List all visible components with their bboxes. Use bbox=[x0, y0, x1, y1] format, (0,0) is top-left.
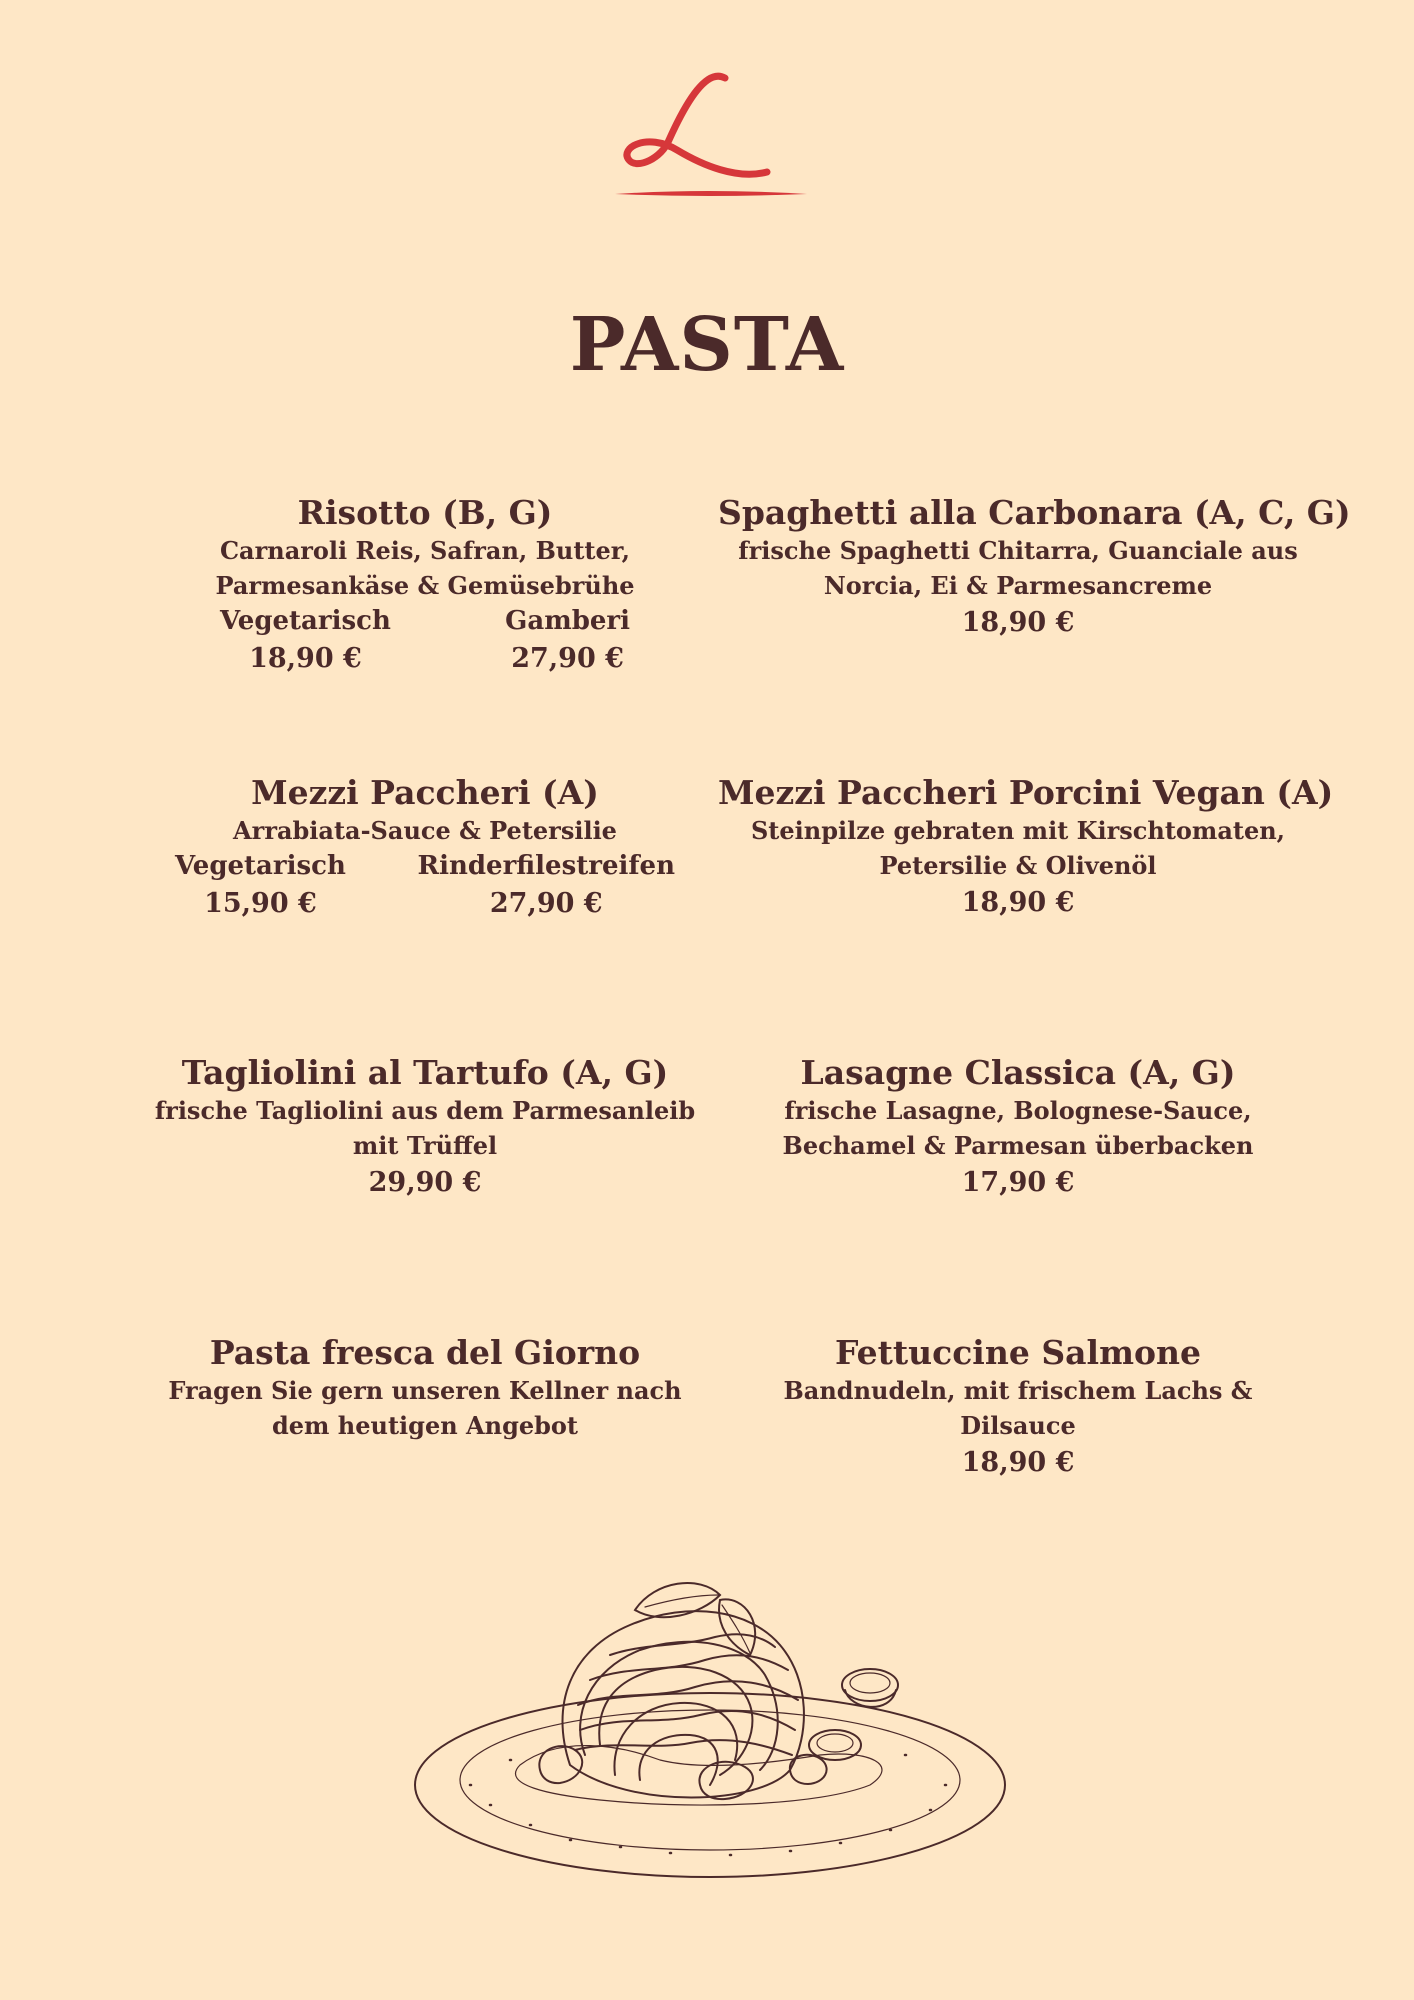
menu-item-mezzi-paccheri bbox=[140, 773, 710, 924]
variant-price: 27,90 € bbox=[511, 643, 624, 674]
variant-price: 18,90 € bbox=[249, 643, 362, 674]
pasta-plate-illustration bbox=[400, 1555, 1020, 1885]
item-variants bbox=[220, 603, 630, 679]
item-variants bbox=[175, 848, 675, 924]
item-description: Carnaroli Reis, Safran, Butter, Parmesankäse & Gemüsebrühe bbox=[215, 536, 635, 600]
item-name: Tagliolini al Tartufo (A, G) bbox=[181, 1053, 669, 1092]
variant-gamberi bbox=[505, 603, 630, 679]
variant-vegetarisch bbox=[175, 848, 346, 924]
script-L-logo bbox=[607, 70, 807, 200]
item-description: Arrabiata-Sauce & Petersilie bbox=[233, 816, 617, 845]
menu-item-mezzi-paccheri-porcini-vegan bbox=[718, 773, 1334, 923]
item-description: frische Lasagne, Bolognese-Sauce, Bechamel & Parmesan überbacken bbox=[782, 1096, 1254, 1160]
variant-label: Rinderfilestreifen bbox=[417, 851, 675, 881]
variant-label: Vegetarisch bbox=[220, 606, 391, 636]
variant-price: 15,90 € bbox=[204, 888, 317, 919]
variant-label: Gamberi bbox=[505, 606, 630, 636]
menu-item-fettuccine-salmone bbox=[718, 1333, 1318, 1483]
item-description: frische Tagliolini aus dem Parmesanleib mit Trüffel bbox=[154, 1096, 696, 1160]
menu-item-risotto bbox=[140, 493, 710, 679]
item-description: frische Spaghetti Chitarra, Guanciale aus Norcia, Ei & Parmesancreme bbox=[738, 536, 1298, 600]
item-price: 29,90 € bbox=[368, 1167, 482, 1198]
item-name: Fettuccine Salmone bbox=[835, 1333, 1201, 1372]
item-price: 18,90 € bbox=[961, 1447, 1075, 1478]
menu-item-tagliolini-al-tartufo bbox=[140, 1053, 710, 1203]
item-description: Steinpilze gebraten mit Kirschtomaten, Petersilie & Olivenöl bbox=[750, 816, 1286, 880]
item-price: 18,90 € bbox=[961, 887, 1075, 918]
page-title: PASTA bbox=[569, 302, 845, 388]
item-name: Mezzi Paccheri (A) bbox=[251, 773, 599, 812]
menu-item-lasagne-classica bbox=[718, 1053, 1318, 1203]
item-description: Fragen Sie gern unseren Kellner nach dem heutigen Angebot bbox=[168, 1376, 682, 1440]
variant-label: Vegetarisch bbox=[175, 851, 346, 881]
menu-item-spaghetti-carbonara bbox=[718, 493, 1351, 643]
item-name: Spaghetti alla Carbonara (A, C, G) bbox=[718, 493, 1351, 532]
variant-rinderfilestreifen bbox=[417, 848, 675, 924]
item-name: Lasagne Classica (A, G) bbox=[800, 1053, 1236, 1092]
item-price: 17,90 € bbox=[961, 1167, 1075, 1198]
menu-item-pasta-fresca-del-giorno bbox=[140, 1333, 710, 1443]
item-description: Bandnudeln, mit frischem Lachs & Dilsauce bbox=[783, 1376, 1253, 1440]
item-name: Mezzi Paccheri Porcini Vegan (A) bbox=[718, 773, 1334, 812]
item-name: Pasta fresca del Giorno bbox=[209, 1333, 641, 1372]
item-price: 18,90 € bbox=[961, 607, 1075, 638]
variant-vegetarisch bbox=[220, 603, 391, 679]
variant-price: 27,90 € bbox=[489, 888, 603, 919]
item-name: Risotto (B, G) bbox=[297, 493, 553, 532]
